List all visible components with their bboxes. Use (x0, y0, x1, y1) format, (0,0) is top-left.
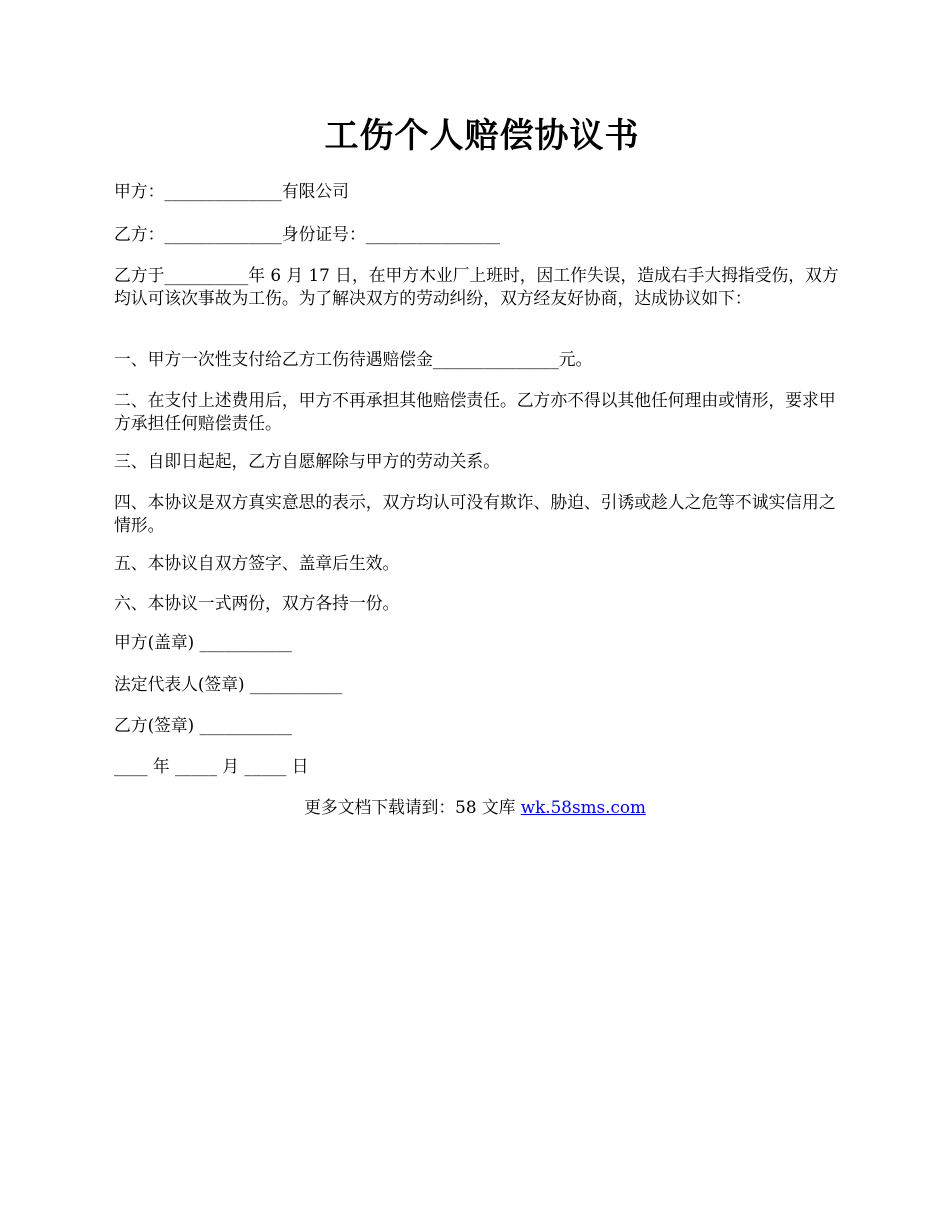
clause-1: 一、甲方一次性支付给乙方工伤待遇赔偿金_______________元。 (114, 349, 593, 369)
clause-3: 三、自即日起起，乙方自愿解除与甲方的劳动关系。 (114, 451, 500, 471)
party-b-sign-line: 乙方(签章) ___________ (114, 715, 292, 735)
clause-6: 六、本协议一式两份，双方各持一份。 (114, 593, 400, 613)
footer (114, 796, 836, 819)
clause-5: 五、本协议自双方签字、盖章后生效。 (114, 553, 400, 573)
footer-text: 更多文档下载请到：58 文库 (304, 797, 521, 817)
intro-paragraph: 乙方于__________年 6 月 17 日，在甲方木业厂上班时，因工作失误，造成右手大拇指受伤，双方均认可该次事故为工伤。为了解决双方的劳动纠纷，双方经友好协商，达成协议如下： (114, 265, 839, 308)
document-title: 工伤个人赔偿协议书 (324, 116, 640, 156)
party-a-line: 甲方：______________有限公司 (114, 181, 349, 201)
footer-link[interactable]: wk.58sms.com (520, 797, 646, 817)
legal-rep-line: 法定代表人(签章) ___________ (114, 674, 343, 694)
clause-4: 四、本协议是双方真实意思的表示，双方均认可没有欺诈、胁迫、引诱或趁人之危等不诚实信用之情形。 (114, 492, 836, 535)
clause-2: 二、在支付上述费用后，甲方不再承担其他赔偿责任。乙方亦不得以其他任何理由或情形，要求甲方承担任何赔偿责任。 (114, 390, 836, 433)
date-line: ____ 年 _____ 月 _____ 日 (114, 756, 309, 776)
party-b-line: 乙方：______________身份证号：________________ (114, 224, 500, 244)
party-a-seal-line: 甲方(盖章) ___________ (114, 632, 292, 652)
